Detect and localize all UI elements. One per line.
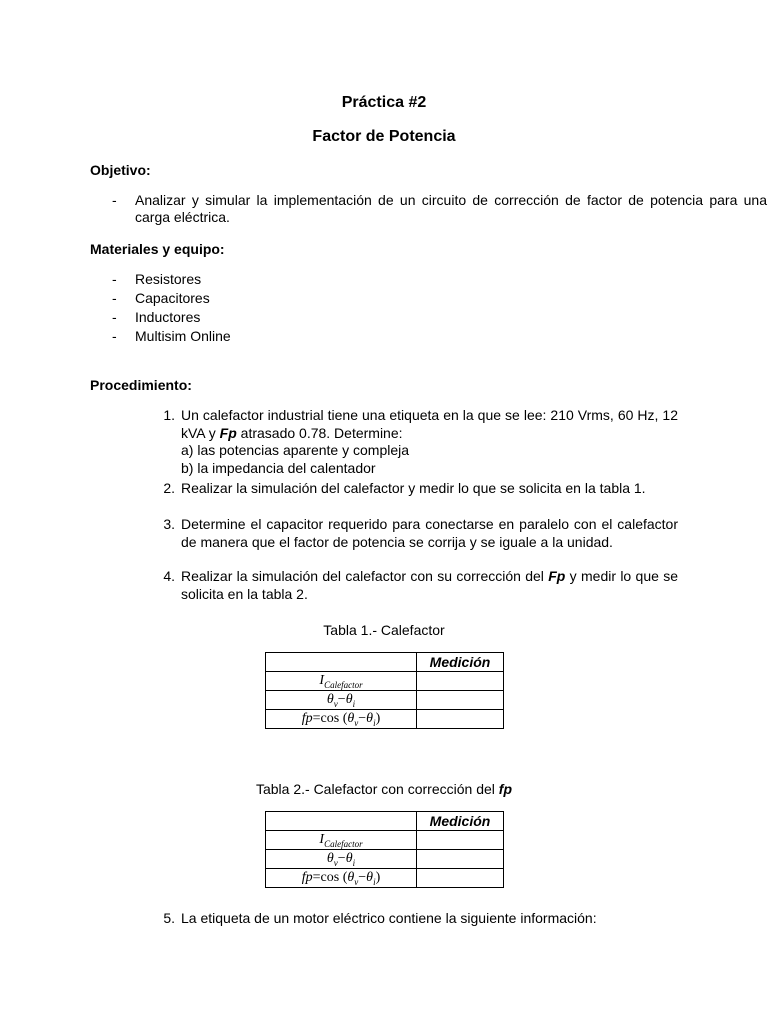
measurement-cell [417, 869, 504, 888]
table-header-empty [266, 653, 417, 672]
table1 [265, 652, 504, 729]
table-row [266, 831, 504, 850]
phase-difference-label: $\theta_v-\theta_i$ [266, 850, 417, 869]
table-row [266, 672, 504, 691]
table-row [266, 691, 504, 710]
measurement-cell [417, 710, 504, 729]
fp-term: Fp [548, 568, 566, 584]
table-row [266, 710, 504, 729]
measurement-cell [417, 850, 504, 869]
step1-part-a: a) las potencias aparente y compleja [181, 442, 410, 458]
power-factor-label: fp=cos $(\theta_v-\theta_i)$ [266, 710, 417, 729]
procedure-heading: Procedimiento: [90, 377, 192, 393]
current-label: $I_{Calefactor}$ [266, 672, 417, 691]
materials-heading: Materiales y equipo: [90, 241, 225, 257]
measurement-cell [417, 691, 504, 710]
table-header-empty [266, 812, 417, 831]
table-row [266, 869, 504, 888]
table-header-medicion: Medición [417, 653, 504, 672]
step1-part-b: b) la impedancia del calentador [181, 459, 376, 476]
page-subtitle: Factor de Potencia [312, 128, 456, 145]
phase-difference-label: $\theta_v-\theta_i$ [266, 691, 417, 710]
power-factor-label: fp=cos $(\theta_v-\theta_i)$ [266, 869, 417, 888]
table-row [266, 850, 504, 869]
page-title: Práctica #2 [341, 94, 427, 111]
objective-heading: Objetivo: [90, 162, 151, 178]
list-dash: - [112, 192, 117, 208]
table2 [265, 811, 504, 888]
fp-term: fp [498, 781, 512, 797]
table-header-medicion: Medición [417, 812, 504, 831]
objective-text: Analizar y simular la implementación de un circuito de corrección de factor de potencia para una carga eléctrica. [135, 192, 767, 225]
measurement-cell [417, 672, 504, 691]
table2-caption: Tabla 2.- Calefactor con corrección del fp [255, 781, 512, 797]
measurement-cell [417, 831, 504, 850]
fp-term: Fp [219, 424, 237, 441]
table1-caption: Tabla 1.- Calefactor [323, 622, 445, 638]
current-label: $I_{Calefactor}$ [266, 831, 417, 850]
